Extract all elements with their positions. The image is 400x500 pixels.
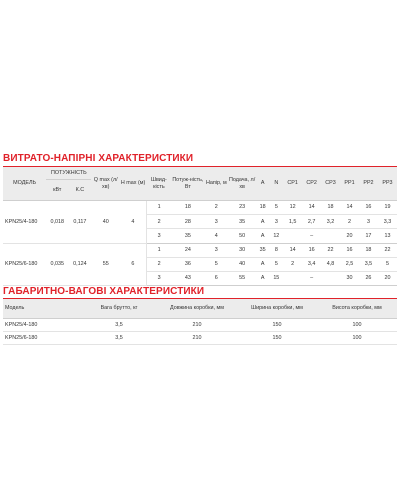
qmax-cell: 40 xyxy=(91,201,119,244)
kc-cell: 0,117 xyxy=(68,201,91,244)
qmax-cell: 55 xyxy=(91,243,119,286)
flow-cell: 50 xyxy=(228,229,255,243)
header-head: Напір, м xyxy=(204,167,228,201)
pp1-cell: 2 xyxy=(340,215,359,229)
pp2-cell: 3,5 xyxy=(359,257,378,271)
header-power-w: Потуж-ність, Вт xyxy=(172,167,205,201)
header-qmax: Q max (л/хв) xyxy=(91,167,119,201)
a-cell: A xyxy=(256,271,270,285)
kw-cell: 0,035 xyxy=(46,243,68,286)
cp3-cell: 4,8 xyxy=(321,257,340,271)
header-height: Висота коробки, мм xyxy=(317,299,397,319)
length-cell: 210 xyxy=(157,319,237,332)
header-pp1: PP1 xyxy=(340,167,359,201)
pp2-cell: 26 xyxy=(359,271,378,285)
width-cell: 150 xyxy=(237,319,317,332)
cp1-cell xyxy=(283,271,302,285)
cp2-cell: 14 xyxy=(302,201,321,215)
header-speed: Швид-кість xyxy=(146,167,171,201)
a-cell: 35 xyxy=(256,243,270,257)
head-cell: 4 xyxy=(204,229,228,243)
model-cell: KPN25/6-180 xyxy=(3,243,46,286)
pp2-cell: 3 xyxy=(359,215,378,229)
cp1-cell: 1,5 xyxy=(283,215,302,229)
header-kc: К.С xyxy=(68,180,91,201)
power-cell: 18 xyxy=(172,201,205,215)
speed-cell: 2 xyxy=(146,215,171,229)
pp3-cell: 13 xyxy=(378,229,397,243)
cp1-cell: 2 xyxy=(283,257,302,271)
power-cell: 28 xyxy=(172,215,205,229)
a-cell: 18 xyxy=(256,201,270,215)
power-cell: 43 xyxy=(172,271,205,285)
pp1-cell: 30 xyxy=(340,271,359,285)
speed-cell: 3 xyxy=(146,229,171,243)
power-cell: 35 xyxy=(172,229,205,243)
n-cell: 8 xyxy=(269,243,283,257)
a-cell: A xyxy=(256,229,270,243)
height-cell: 100 xyxy=(317,332,397,345)
cp1-cell xyxy=(283,229,302,243)
pp2-cell: 16 xyxy=(359,201,378,215)
n-cell: 5 xyxy=(269,257,283,271)
pp2-cell: 18 xyxy=(359,243,378,257)
cp3-cell: 22 xyxy=(321,243,340,257)
header-cp1: CP1 xyxy=(283,167,302,201)
cp2-cell: 3,4 xyxy=(302,257,321,271)
table-row xyxy=(3,243,397,257)
a-cell: A xyxy=(256,257,270,271)
pp1-cell: 16 xyxy=(340,243,359,257)
pp2-cell: 17 xyxy=(359,229,378,243)
header-a: A xyxy=(256,167,270,201)
model-cell: KPN25/4-180 xyxy=(3,319,81,332)
pp3-cell: 5 xyxy=(378,257,397,271)
header-power-group: ПОТУЖНІСТЬ xyxy=(46,167,91,180)
hmax-cell: 4 xyxy=(120,201,146,244)
weight-cell: 3,5 xyxy=(81,319,157,332)
table-row xyxy=(3,201,397,215)
performance-header-row xyxy=(3,167,397,180)
flow-cell: 30 xyxy=(228,243,255,257)
header-weight: Вага брутто, кг xyxy=(81,299,157,319)
pp1-cell: 2,5 xyxy=(340,257,359,271)
header-kw: кВт xyxy=(46,180,68,201)
power-cell: 24 xyxy=(172,243,205,257)
hmax-cell: 6 xyxy=(120,243,146,286)
head-cell: 6 xyxy=(204,271,228,285)
head-cell: 5 xyxy=(204,257,228,271)
header-flow: Подача, л/хв xyxy=(228,167,255,201)
model-cell: KPN25/4-180 xyxy=(3,201,46,244)
cp2-cell: 16 xyxy=(302,243,321,257)
n-cell: 3 xyxy=(269,215,283,229)
flow-cell: 40 xyxy=(228,257,255,271)
cp1-cell: 12 xyxy=(283,201,302,215)
cp3-cell xyxy=(321,271,340,285)
header-hmax: H max (м) xyxy=(120,167,146,201)
pp1-cell: 14 xyxy=(340,201,359,215)
cp3-cell xyxy=(321,229,340,243)
pp3-cell: 3,3 xyxy=(378,215,397,229)
n-cell: 12 xyxy=(269,229,283,243)
pp3-cell: 22 xyxy=(378,243,397,257)
header-pp2: PP2 xyxy=(359,167,378,201)
header-n: N xyxy=(269,167,283,201)
model-cell: KPN25/6-180 xyxy=(3,332,81,345)
power-cell: 36 xyxy=(172,257,205,271)
pp1-cell: 20 xyxy=(340,229,359,243)
cp1-cell: 14 xyxy=(283,243,302,257)
header-cp2: CP2 xyxy=(302,167,321,201)
flow-cell: 23 xyxy=(228,201,255,215)
n-cell: 15 xyxy=(269,271,283,285)
header-model: Модель xyxy=(3,299,81,319)
length-cell: 210 xyxy=(157,332,237,345)
speed-cell: 1 xyxy=(146,243,171,257)
performance-table xyxy=(3,167,397,286)
n-cell: 5 xyxy=(269,201,283,215)
pp3-cell: 19 xyxy=(378,201,397,215)
dimensions-table xyxy=(3,299,397,345)
header-model: МОДЕЛЬ xyxy=(3,167,46,201)
kw-cell: 0,018 xyxy=(46,201,68,244)
flow-cell: 35 xyxy=(228,215,255,229)
head-cell: 3 xyxy=(204,215,228,229)
dimensions-header-row xyxy=(3,299,397,319)
table-row xyxy=(3,319,397,332)
table-row xyxy=(3,332,397,345)
cp2-cell: – xyxy=(302,271,321,285)
header-length: Довжина коробки, мм xyxy=(157,299,237,319)
a-cell: A xyxy=(256,215,270,229)
dimensions-section-title: ГАБАРИТНО-ВАГОВІ ХАРАКТЕРИСТИКИ xyxy=(3,286,205,297)
cp3-cell: 18 xyxy=(321,201,340,215)
head-cell: 2 xyxy=(204,201,228,215)
pp3-cell: 20 xyxy=(378,271,397,285)
header-pp3: PP3 xyxy=(378,167,397,201)
header-cp3: CP3 xyxy=(321,167,340,201)
performance-section-title: ВИТРАТО-НАПІРНІ ХАРАКТЕРИСТИКИ xyxy=(3,153,194,164)
weight-cell: 3,5 xyxy=(81,332,157,345)
cp3-cell: 3,2 xyxy=(321,215,340,229)
height-cell: 100 xyxy=(317,319,397,332)
kc-cell: 0,124 xyxy=(68,243,91,286)
width-cell: 150 xyxy=(237,332,317,345)
cp2-cell: – xyxy=(302,229,321,243)
header-width: Ширина коробки, мм xyxy=(237,299,317,319)
head-cell: 3 xyxy=(204,243,228,257)
speed-cell: 2 xyxy=(146,257,171,271)
flow-cell: 55 xyxy=(228,271,255,285)
cp2-cell: 2,7 xyxy=(302,215,321,229)
speed-cell: 3 xyxy=(146,271,171,285)
speed-cell: 1 xyxy=(146,201,171,215)
